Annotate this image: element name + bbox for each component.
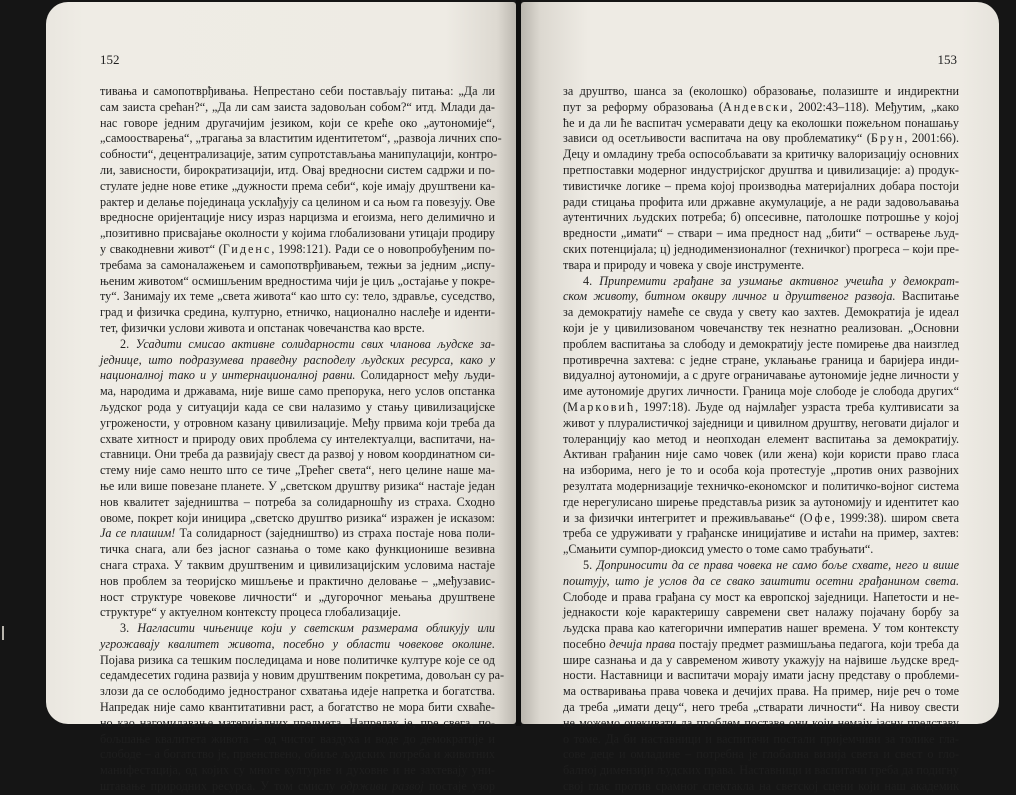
- text-segment: њеним животом“ осмишљеним вредностима чији је циљ „остајање у покре-: [100, 273, 495, 288]
- text-segment: ње или више повезане планете. У „светском друштву ризика“ настаје један: [100, 478, 495, 493]
- text-segment: где нерегулисано ширење представља ризик за аутономију и идентитет као: [563, 494, 959, 509]
- text-segment: схвате хитност и природу ових проблема су интелектуалци, васпитачи, на-: [100, 431, 495, 446]
- text-line: [100, 763, 495, 779]
- text-segment: седамдесетих година развија у новим друштвеним покретима, довољан су ра-: [100, 668, 505, 683]
- text-segment: за друштво, шанса за (еколошко) образовање, полазиште и индиректни: [563, 84, 959, 98]
- text-segment: ставници. Они треба да развијају свест да развој у новом координатном си-: [100, 447, 495, 462]
- text-segment: име аутономије других личности. Граница моје слободе је слобода других“: [563, 384, 959, 399]
- text-segment: тивистичке логике – према којој производња материјалних добара постоји: [563, 178, 959, 193]
- text-line: [100, 147, 498, 163]
- text-line: [563, 116, 959, 132]
- author-name: Брун: [870, 131, 905, 146]
- author-name: Андевски: [722, 99, 790, 114]
- text-segment: угрожености, у отровном казану цивилизације. Међу првима који треба да: [100, 415, 495, 430]
- text-segment: на изборима, него је то и особа која протестује „против оних развојних: [563, 463, 959, 478]
- text-segment: град и физичка средина, културно, етничко, национално наслеђе и иденти-: [100, 305, 495, 320]
- text-segment: у свакодневни живот“ (: [100, 241, 223, 256]
- text-line: [100, 274, 495, 290]
- text-line: [100, 495, 495, 511]
- text-line: [100, 511, 495, 527]
- text-segment: толеранцију као метод и неопходан елемент васпитања за демократију.: [563, 431, 959, 446]
- text-line: [100, 463, 495, 479]
- text-line: [563, 590, 959, 606]
- text-segment: 3.: [120, 621, 138, 636]
- text-segment: за демократију намеће се свуда у свету као захтев. Демократија је идеал: [563, 305, 959, 320]
- text-segment: свој глас против срамног спектакла на светској сцени који наш академик: [563, 779, 959, 794]
- text-segment: но као нагомилавање материјалних предмета. Напредак је, пре свега, по-: [100, 715, 495, 730]
- page-edge-mark: [2, 626, 4, 640]
- text-line: [100, 605, 495, 621]
- text-segment: штавање природних ресурса. У том смислу: [100, 779, 341, 794]
- text-segment: постаје узор: [423, 779, 495, 794]
- text-segment: који је у цивилизованом човечанству тек незнатно реализован. „Основни: [563, 320, 959, 335]
- text-segment: Васпитање: [895, 289, 959, 304]
- text-segment: ли, зависности, бирократизацији, итд. Овај вредносни систем садржи и по-: [100, 162, 495, 177]
- text-segment: сове деце и омладине – потребна је глобална визија света и свест о гло-: [563, 747, 959, 762]
- text-line: [563, 526, 959, 542]
- text-segment: сам заиста срећан?“, „Да ли сам заиста задовољан собом?“ итд. Млади да-: [100, 99, 495, 114]
- italic-text: Доприносити да се права човека не само боље схвате, него и више: [596, 557, 960, 572]
- text-line: [100, 668, 505, 684]
- text-segment: претпоставки модерног индустријског друштва и цивилизације: а) продук-: [563, 162, 959, 177]
- text-line: [563, 353, 959, 369]
- left-page-number: 152: [100, 52, 120, 67]
- italic-text: националној тако и у интернационалној равни.: [100, 368, 356, 383]
- text-line: [100, 447, 495, 463]
- text-line: [563, 479, 959, 495]
- text-line: [563, 621, 959, 637]
- text-line: [100, 684, 495, 700]
- text-line: [100, 590, 495, 606]
- text-segment: ности. Наставници и васпитачи морају имати јасну представу о проблеми-: [563, 668, 959, 683]
- right-page-text: [563, 84, 959, 795]
- text-line: [100, 289, 495, 305]
- text-segment: 5.: [583, 557, 597, 572]
- text-segment: видуалној аутономији, а с друге ограничавање аутономије једне личности у: [563, 368, 959, 383]
- text-segment: „самоостварења“, „трагања за властитим идентитетом“, „развоја личних спо-: [100, 131, 502, 146]
- text-segment: ских потенцијала; ц) једнодимензионалног (техничког) прогреса – који пре-: [563, 241, 959, 256]
- text-line: [100, 526, 495, 542]
- text-line: [563, 147, 959, 163]
- italic-text: поштују, што је услов да се свако заштити осетни грађанином света.: [563, 573, 959, 588]
- text-line: [563, 305, 959, 321]
- text-line: [100, 542, 495, 558]
- text-line: [100, 305, 495, 321]
- text-segment: вредности „имати“ – ствари – има предност над „бити“ – остварење људ-: [563, 226, 959, 241]
- text-line: [100, 368, 495, 384]
- italic-text: дечија права: [609, 636, 676, 651]
- text-line: [100, 732, 495, 748]
- left-page: [46, 2, 516, 794]
- text-segment: овоме, покрет који иницира „светско друштво ризика“ изражен је исказом:: [100, 510, 495, 525]
- text-segment: Напредак није само квантитативни раст, а богатство не мора бити схваће-: [100, 700, 495, 715]
- text-line: [563, 558, 959, 574]
- text-segment: нов квалитет заједништва – потреба за солидарношћу из страха. Сходно: [100, 494, 495, 509]
- text-line: [563, 542, 959, 558]
- text-line: [563, 337, 959, 353]
- text-line: [100, 100, 495, 116]
- text-segment: стулате једне нове етике „дужности према себи“, које имају друштвени ка-: [100, 178, 495, 193]
- text-segment: (: [563, 399, 568, 414]
- text-line: [563, 100, 959, 116]
- text-line: [100, 700, 495, 716]
- text-line: [100, 179, 495, 195]
- text-segment: људска права као категорични императив нашег времена. У том контексту: [563, 621, 959, 636]
- text-line: [100, 653, 495, 669]
- text-line: [563, 511, 959, 527]
- text-line: [100, 84, 495, 100]
- text-line: [100, 432, 495, 448]
- text-line: [100, 558, 495, 574]
- text-segment: твара и природу и човека у своје инструменте.: [563, 257, 805, 272]
- text-line: [563, 242, 959, 258]
- text-line: [563, 574, 959, 590]
- author-name: Офе: [803, 510, 832, 525]
- text-line: [563, 84, 959, 100]
- text-line: [100, 195, 495, 211]
- text-line: [563, 226, 959, 242]
- text-segment: нов проблем за теоријско мишљење и практично деловање – „међузавис-: [100, 573, 495, 588]
- text-segment: тет, физички услови живота и опстанак човечанства као врсте.: [100, 320, 425, 335]
- right-page: [521, 2, 999, 794]
- text-segment: 2.: [120, 336, 136, 351]
- text-segment: шире сазнања и да у савременом животу укажују на највише људске вред-: [563, 652, 959, 667]
- text-segment: ту“. Занимају их теме „света живота“ као што су: тело, здравље, суседство,: [100, 289, 495, 304]
- text-segment: злози да се ослободимо једностраног схватања идеје напретка и богатства.: [100, 684, 495, 699]
- text-line: [100, 716, 495, 732]
- text-line: [563, 384, 959, 400]
- text-line: [100, 621, 495, 637]
- text-segment: противречна захтева: с једне стране, уклањање граница и баријера инди-: [563, 352, 959, 367]
- text-segment: ност структуре човекове личности“ и „дугорочног мењања друштвене: [100, 589, 495, 604]
- text-line: [100, 210, 495, 226]
- text-segment: проблем васпитања за слободу и демократију јесте помирење два наизглед: [563, 336, 959, 351]
- text-line: [563, 700, 959, 716]
- text-segment: , 2001:66).: [904, 131, 959, 146]
- text-line: [563, 684, 959, 700]
- text-segment: пут за реформу образовања (: [563, 99, 723, 114]
- text-line: [563, 195, 959, 211]
- text-segment: балној димензији људских права. Наставници и васпитачи треба да подигну: [563, 763, 959, 778]
- text-segment: рактер и делање појединаца усклађују са целином и са њом га повезују. Ове: [100, 194, 495, 209]
- text-segment: постају предмет размишљања педагога, који треба да: [675, 636, 959, 651]
- text-segment: живот у плуралистичкој заједници и цивилном друштву, неговати дијалог и: [563, 415, 959, 430]
- text-line: [563, 763, 959, 779]
- text-segment: , 2002:43–118). Међутим, „како: [789, 99, 959, 114]
- text-segment: треба се удруживати у грађанске иницијативе и истаћи на пример, захтев:: [563, 526, 959, 541]
- text-segment: једнакости које карактеришу савремени свет налажу појачану борбу за: [563, 605, 959, 620]
- text-line: [100, 116, 495, 132]
- text-segment: ма остваривања права човека и дечијих права. На пример, није реч о томе: [563, 684, 959, 699]
- text-segment: собности“, децентрализације, затим супротстављања манипулацији, контро-: [100, 147, 498, 162]
- italic-text: Припремити грађане за узимање активног учешћа у демократ-: [599, 273, 960, 288]
- text-line: [563, 605, 959, 621]
- text-line: [100, 747, 495, 763]
- text-line: [563, 653, 959, 669]
- text-segment: „Смањити сумпор-диоксид уместо о томе само трабуњати“.: [563, 542, 874, 557]
- text-segment: Активан грађанин није само човек (или жена) који користи право гласа: [563, 447, 959, 462]
- text-segment: ће и да ли ће васпитач усмеравати децу ка еколошки пожељном понашању: [563, 115, 959, 130]
- text-line: [563, 131, 959, 147]
- text-line: [563, 463, 959, 479]
- italic-text: одрживи развој: [340, 779, 424, 794]
- text-line: [563, 289, 959, 305]
- text-segment: ма, народима и државама, није више само препорука, него услов опстанка: [100, 384, 495, 399]
- text-segment: , 1997:18). Људе од најмлађег узраста треба култивисати за: [635, 399, 959, 414]
- text-line: [100, 226, 495, 242]
- italic-text: Ја се плашим!: [100, 526, 176, 541]
- italic-text: ском животу, битном оквиру личног и друштвеног развоја.: [563, 289, 896, 304]
- italic-text: једнице, што подразумева праведну расподелу људских ресурса, како у: [100, 352, 495, 367]
- text-segment: Децу и омладину треба оспособљавати за критичку валоризацију основних: [563, 147, 959, 162]
- text-segment: снага страха. У таквим друштвеним и цивилизацијским условима настаје: [100, 557, 495, 572]
- text-line: [563, 210, 959, 226]
- text-line: [563, 495, 959, 511]
- text-line: [563, 747, 959, 763]
- right-page-number: 153: [937, 52, 957, 67]
- text-line: [100, 242, 495, 258]
- text-segment: да треба „имати децу“, него треба „стварати личности“. На нивоу свести: [563, 700, 959, 715]
- text-segment: тивања и самопотврђивања. Непрестано себи постављају питања: „Да ли: [100, 84, 495, 98]
- text-line: [100, 637, 495, 653]
- text-segment: Слободе и права грађана су мост ка европској заједници. Напетости и не-: [563, 589, 959, 604]
- text-segment: тичка снага, али без јасног сазнања о томе како функционише везивна: [100, 542, 495, 557]
- text-line: [100, 574, 495, 590]
- text-line: [100, 779, 495, 795]
- text-segment: слободе – а богатство је, првенствено, обиље људских потреба и животних: [100, 747, 495, 762]
- text-segment: ради стицања профита или државне акумулације, а не ради задовољавања: [563, 194, 959, 209]
- text-line: [563, 274, 959, 290]
- text-line: [100, 337, 495, 353]
- text-segment: 4.: [583, 273, 600, 288]
- text-line: [563, 779, 959, 795]
- text-segment: не можемо очекивати да проблем поставе они који немају јасну представу: [563, 715, 959, 730]
- text-line: [100, 258, 495, 274]
- text-segment: стему није само нешто што се тиче „Трећег света“, него целине наше ма-: [100, 463, 495, 478]
- left-page-text: [100, 84, 505, 795]
- italic-text: Усадити смисао активне солидарности свих чланова људске за-: [135, 336, 495, 351]
- text-line: [563, 163, 959, 179]
- text-segment: Та солидарност (заједништво) из страха постаје нова поли-: [175, 526, 495, 541]
- text-line: [563, 668, 959, 684]
- text-segment: структуре“ у актуелном контексту процеса глобализације.: [100, 605, 401, 620]
- text-segment: посебно: [563, 636, 610, 651]
- text-line: [563, 368, 959, 384]
- text-line: [100, 163, 495, 179]
- author-name: Гиденс: [222, 241, 272, 256]
- text-segment: , 1999:38). широм света: [831, 510, 959, 525]
- text-segment: бољшање квалитета живота – од чистог ваздуха и воде до демократије и: [100, 731, 495, 746]
- text-segment: требама за самоналажењем и самопотврђивањем, тежњи за једним „испу-: [100, 257, 495, 272]
- text-segment: нас говоре једним другачијим језиком, који се креће око „аутономије“,: [100, 115, 495, 130]
- italic-text: угрожавају квалитет живота, посебно у области човекове околине.: [100, 636, 495, 651]
- text-segment: људског рода у ситуацији када се сви налазимо у стању цивилизацијске: [100, 399, 495, 414]
- text-line: [563, 637, 959, 653]
- text-line: [563, 179, 959, 195]
- text-segment: аутентичних људских потреба; б) опсесивне, патолошке потрошње у којој: [563, 210, 959, 225]
- text-line: [100, 131, 502, 147]
- text-segment: манифестација, од којих су многе културне и духовне и не захтевају уни-: [100, 763, 495, 778]
- text-segment: зависи од осетљивости васпитача на ову проблематику“ (: [563, 131, 871, 146]
- text-segment: о томе. Да би наставници и васпитачи постали пријемчиви за толике гла-: [563, 731, 959, 746]
- text-segment: резултата модернизације техничко-економског и политичко-војног система: [563, 478, 959, 493]
- text-line: [563, 400, 959, 416]
- text-line: [563, 258, 959, 274]
- text-line: [563, 732, 959, 748]
- text-segment: вредносне оријентације нису израз нарцизма и егоизма, него делимично и: [100, 210, 495, 225]
- text-line: [563, 416, 959, 432]
- text-segment: Појава ризика са тешким последицама и нове политичке културе које се од: [100, 652, 495, 667]
- italic-text: Нагласити чињенице који у светским размерама обликују или: [137, 621, 496, 636]
- text-line: [100, 384, 495, 400]
- author-name: Марковић: [567, 399, 636, 414]
- text-line: [563, 321, 959, 337]
- text-segment: „позитивно присвајање околности у којима глобализовани утицаји продиру: [100, 226, 495, 241]
- text-line: [100, 400, 495, 416]
- text-line: [563, 447, 959, 463]
- text-segment: Солидарност међу људи-: [355, 368, 495, 383]
- text-line: [100, 479, 495, 495]
- text-line: [100, 416, 495, 432]
- text-line: [100, 353, 495, 369]
- text-line: [563, 716, 959, 732]
- text-segment: , 1998:121). Ради се о новопробуђеним по-: [271, 241, 495, 256]
- text-line: [100, 321, 495, 337]
- text-line: [563, 432, 959, 448]
- text-segment: и за физички интегритет и преживљавање“ (: [563, 510, 804, 525]
